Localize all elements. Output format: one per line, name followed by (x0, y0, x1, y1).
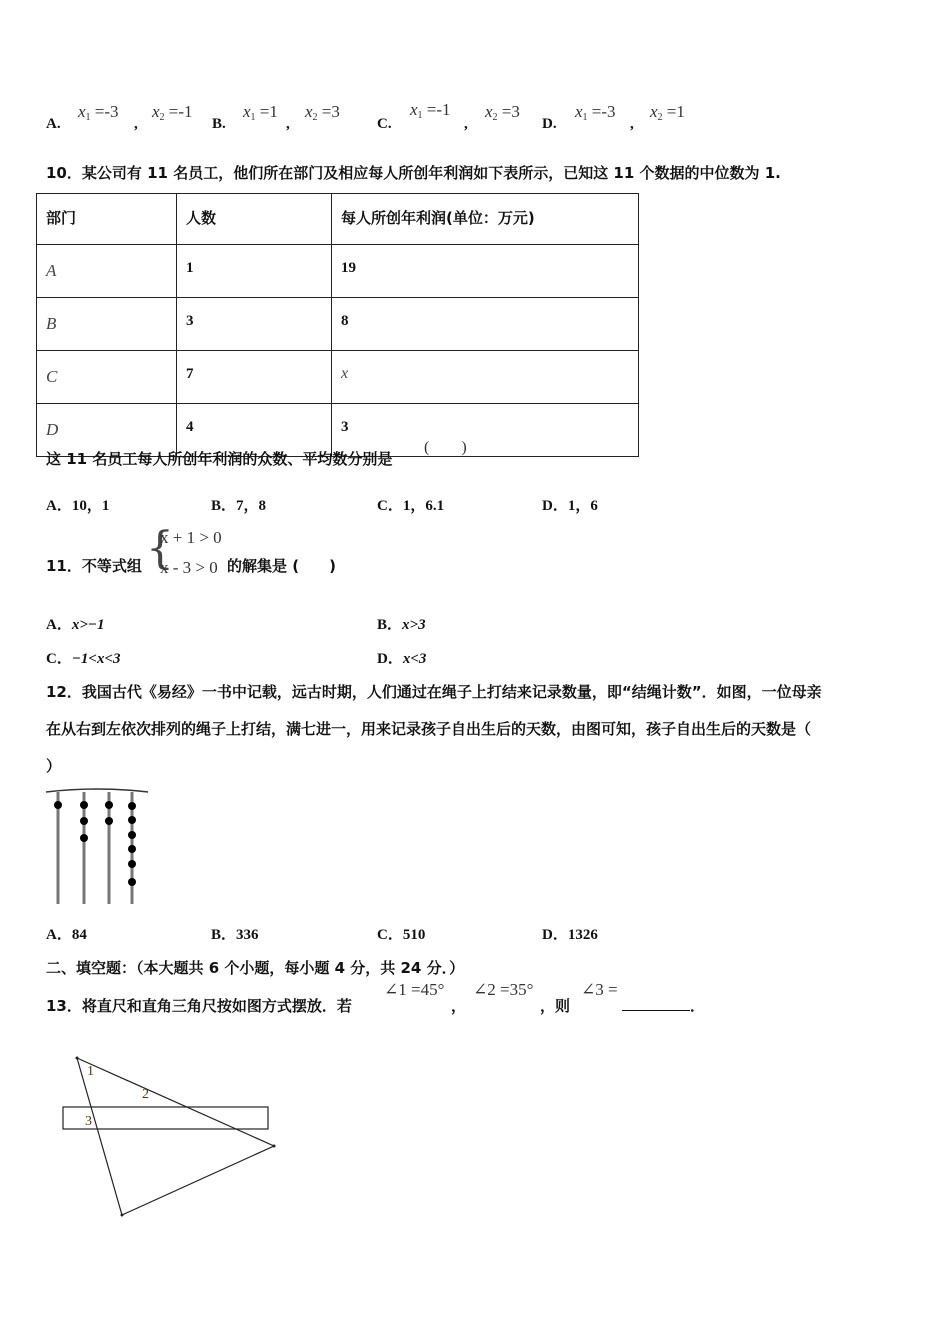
q11-inequality-2: x - 3 > 0 (160, 558, 218, 577)
q10-option-b[interactable]: B．7，8 (211, 498, 267, 514)
q9-option-d-expr2: $x_2 =1$ (650, 102, 685, 123)
q12-stem-line1: 12．我国古代《易经》一书中记载，远古时期，人们通过在绳子上打结来记录数量，即“结绳计数”．如图，一位母亲 (46, 683, 822, 701)
table-row (37, 245, 639, 298)
q9-options-row (46, 100, 906, 140)
q10-answer-paren: ( ) (424, 439, 467, 456)
q9-option-d-expr: $x_1 =-3$ (575, 102, 616, 123)
q11-option-b[interactable] (377, 613, 426, 634)
table-header-cell: 部门 (37, 194, 177, 245)
angle-label-1: 1 (87, 1064, 94, 1079)
q12-stem-line3: ） (46, 757, 62, 775)
table-header-cell: 每人所创年利润(单位：万元) (332, 194, 639, 245)
q13-angle2: ∠2 =35° (473, 980, 534, 999)
q9-option-c-expr: $x_1 =-1$ (410, 100, 451, 121)
dept-cell: C (37, 351, 177, 404)
angle-label-2: 2 (142, 1087, 149, 1102)
brace-icon: { (146, 523, 174, 574)
option-expr: x>−1 (71, 617, 105, 633)
table-header-row (37, 194, 639, 245)
q10-stem: 10．某公司有 11 名员工，他们所在部门及相应每人所创年利润如下表所示，已知这 11 个数据的中位数为 1. (46, 164, 781, 182)
option-letter: D． (377, 651, 403, 667)
q9-option-b-label: B. (212, 116, 226, 132)
option-expr: x>3 (402, 617, 426, 633)
q12-option-a[interactable]: A．84 (46, 927, 87, 943)
q9-option-a-expr: $x_1 =-3$ (78, 102, 119, 123)
q10-question: 这 11 名员工每人所创年利润的众数、平均数分别是 (46, 450, 393, 468)
q9-comma: , (464, 116, 468, 132)
q9-option-c-expr2: $x_2 =3$ (485, 102, 520, 123)
count-cell: 3 (177, 298, 332, 351)
q13-angle3: ∠3 = (581, 980, 618, 999)
q13-comma: ， (451, 997, 467, 1015)
q11-option-c[interactable] (46, 647, 121, 668)
q11-option-a[interactable] (46, 613, 104, 634)
profit-cell: 3 (332, 404, 639, 457)
q11-prefix: 11．不等式组 (46, 557, 142, 575)
knotted-ropes-figure (44, 788, 150, 906)
q10-profit-table (36, 193, 639, 457)
q13-end: ． (690, 997, 706, 1015)
q9-option-b-expr2: $x_2 =3$ (305, 102, 340, 123)
q9-option-b-expr: $x_1 =1$ (243, 102, 278, 123)
q13-stem: 13．将直尺和直角三角尺按如图方式摆放．若 (46, 997, 352, 1015)
q13-answer-blank[interactable] (622, 996, 690, 1015)
q10-option-a[interactable]: A．10，1 (46, 498, 110, 514)
q12-stem-line2: 在从右到左依次排列的绳子上打结，满七进一，用来记录孩子自出生后的天数，由图可知，孩子自出生后的天数是（ (46, 720, 812, 738)
q12-option-c[interactable]: C．510 (377, 927, 426, 943)
q12-option-b[interactable]: B．336 (211, 927, 259, 943)
table-row (37, 351, 639, 404)
table-row (37, 298, 639, 351)
dept-cell: B (37, 298, 177, 351)
q9-comma: , (286, 116, 290, 132)
count-cell: 4 (177, 404, 332, 457)
profit-cell: x (332, 351, 639, 404)
q9-option-c-label: C. (377, 116, 392, 132)
q9-comma: , (630, 116, 634, 132)
q11-suffix: 的解集是 ( ) (227, 557, 336, 575)
count-cell: 1 (177, 245, 332, 298)
q9-option-a-label: A. (46, 116, 61, 132)
option-expr: x<3 (402, 651, 427, 667)
ruler-triangle-figure (50, 1040, 290, 1230)
profit-cell: 8 (332, 298, 639, 351)
q10-option-c[interactable]: C．1，6.1 (377, 498, 445, 514)
option-letter: B． (377, 617, 403, 633)
profit-cell: 19 (332, 245, 639, 298)
q9-comma: , (134, 116, 138, 132)
count-cell: 7 (177, 351, 332, 404)
section-heading-fill-in: 二、填空题：（本大题共 6 个小题，每小题 4 分，共 24 分．） (46, 959, 465, 977)
table-header-cell: 人数 (177, 194, 332, 245)
q11-inequality-1: x + 1 > 0 (160, 528, 222, 547)
angle-label-3: 3 (85, 1114, 92, 1129)
q13-angle1: ∠1 =45° (384, 980, 445, 999)
option-expr: −1<x<3 (71, 651, 121, 667)
q13-then: ，则 (540, 997, 571, 1015)
option-letter: C． (46, 651, 72, 667)
q9-option-d-label: D. (542, 116, 557, 132)
q10-option-d[interactable]: D．1，6 (542, 498, 598, 514)
option-letter: A． (46, 617, 72, 633)
q12-option-d[interactable]: D．1326 (542, 927, 598, 943)
dept-cell: D (37, 404, 177, 457)
q9-option-a-expr2: $x_2 =-1$ (152, 102, 193, 123)
q11-option-d[interactable] (377, 647, 426, 668)
dept-cell: A (37, 245, 177, 298)
